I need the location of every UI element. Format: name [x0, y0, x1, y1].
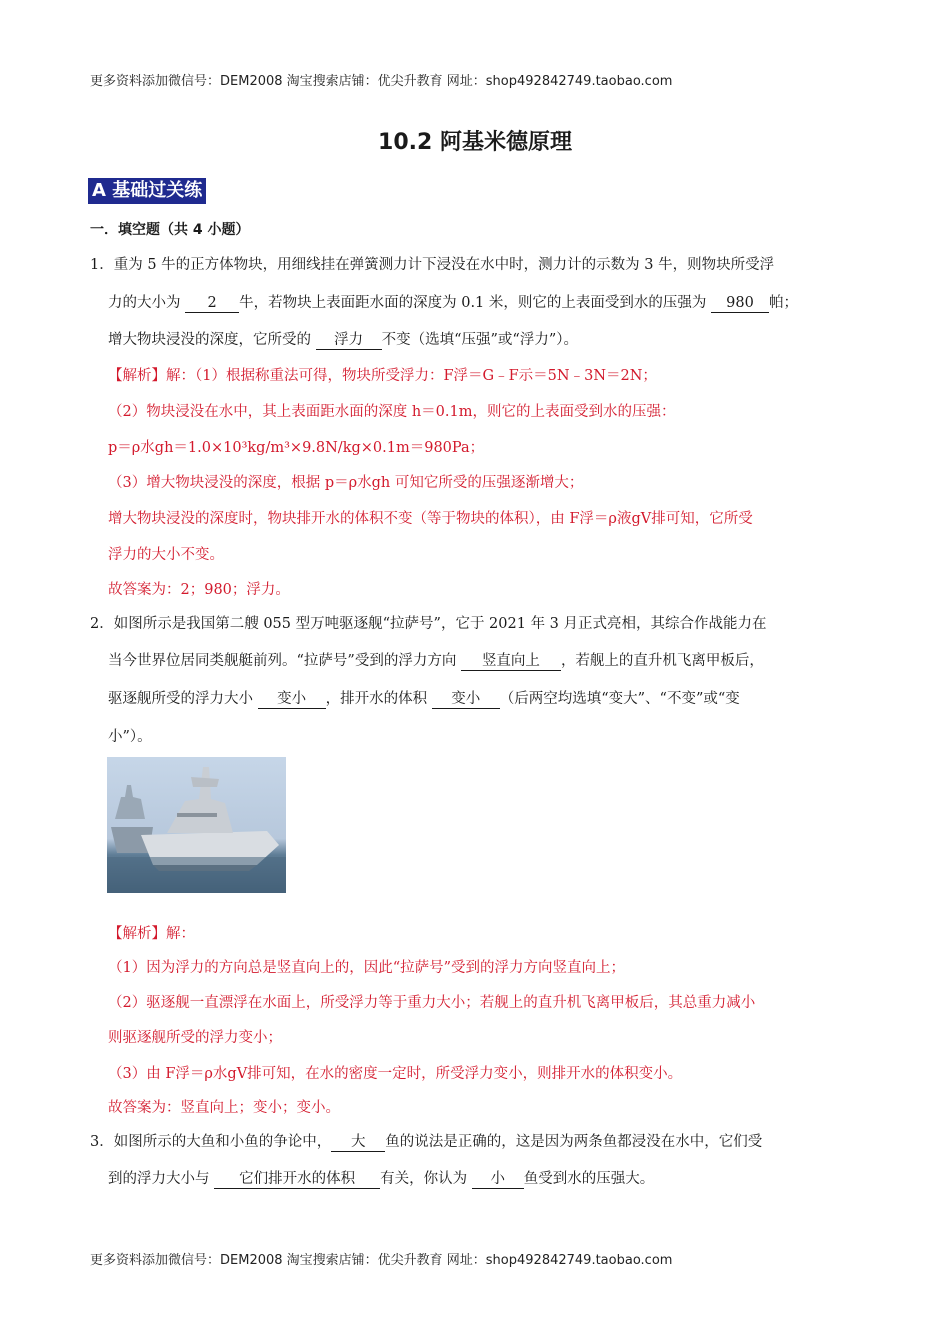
q2-answer-2: 变小: [258, 690, 326, 709]
section-badge: A 基础过关练: [88, 178, 206, 204]
q3-answer-1: 大: [331, 1133, 385, 1152]
q1-solution-4: （3）增大物块浸没的深度，根据 p＝ρ水gh 可知它所受的压强逐渐增大；: [108, 475, 584, 491]
q3-text: 鱼受到水的压强大。: [523, 1171, 655, 1187]
q2-text: ，若舰上的直升机飞离甲板后，: [560, 653, 764, 669]
q2-solution-6: 故答案为：竖直向上；变小；变小。: [108, 1100, 340, 1116]
q1-line1: 1．重为 5 牛的正方体物块，用细线挂在弹簧测力计下浸没在水中时，测力计的示数为 3 牛，则物块所受浮: [90, 257, 775, 273]
q1-solution-7: 故答案为：2；980；浮力。: [108, 582, 290, 598]
page-title: 10.2 阿基米德原理: [378, 130, 572, 155]
q2-text: （后两空均选填“变大”、“不变”或“变: [499, 691, 740, 707]
q2-text: ，排开水的体积: [325, 691, 432, 707]
q2-line2: [108, 651, 764, 671]
q3-text: 有关，你认为: [380, 1171, 472, 1187]
q3-line2: [108, 1169, 654, 1189]
q1-solution-3: p＝ρ水gh＝1.0×10³kg/m³×9.8N/kg×0.1m＝980Pa；: [108, 440, 485, 456]
q1-answer-3: 浮力: [316, 331, 382, 350]
q1-solution-6: 浮力的大小不变。: [108, 547, 224, 563]
q1-line2: [108, 293, 798, 313]
destroyer-photo: [107, 757, 286, 893]
q3-text: 鱼的说法是正确的，这是因为两条鱼都浸没在水中，它们受: [385, 1134, 763, 1150]
q1-answer-1: 2: [185, 294, 239, 313]
destroyer-illustration: [107, 757, 286, 893]
q2-line4: 小”）。: [108, 729, 152, 745]
q1-answer-2: 980: [711, 294, 769, 313]
section-heading: 一．填空题（共 4 小题）: [90, 222, 250, 238]
q3-answer-2: 它们排开水的体积: [214, 1170, 380, 1189]
q2-solution-5: （3）由 F浮＝ρ水gV排可知，在水的密度一定时，所受浮力变小，则排开水的体积变小。: [108, 1066, 683, 1082]
q2-solution-3: （2）驱逐舰一直漂浮在水面上，所受浮力等于重力大小；若舰上的直升机飞离甲板后，其总重力减小: [108, 995, 756, 1011]
q1-text: 力的大小为: [108, 295, 186, 311]
page-header: 更多资料添加微信号：DEM2008 淘宝搜索店铺：优尖升教育 网址：shop492842749.taobao.com: [90, 74, 673, 89]
q2-answer-3: 变小: [432, 690, 500, 709]
page-footer: 更多资料添加微信号：DEM2008 淘宝搜索店铺：优尖升教育 网址：shop492842749.taobao.com: [90, 1253, 673, 1268]
q2-solution-4: 则驱逐舰所受的浮力变小；: [108, 1030, 282, 1046]
q1-text: 增大物块浸没的深度，它所受的: [108, 332, 316, 348]
q2-answer-1: 竖直向上: [461, 652, 561, 671]
q1-text: 帕；: [769, 295, 798, 311]
q2-solution-2: （1）因为浮力的方向总是竖直向上的，因此“拉萨号”受到的浮力方向竖直向上；: [108, 960, 626, 976]
q1-line3: [108, 330, 578, 350]
q1-solution-5: 增大物块浸没的深度时，物块排开水的体积不变（等于物块的体积），由 F浮＝ρ液gV排可知，它所受: [108, 511, 753, 527]
q1-solution-2: （2）物块浸没在水中，其上表面距水面的深度 h＝0.1m，则它的上表面受到水的压强：: [108, 404, 676, 420]
q3-line1: [90, 1132, 762, 1152]
q1-text: 牛，若物块上表面距水面的深度为 0.1 米，则它的上表面受到水的压强为: [239, 295, 711, 311]
q1-solution-1: 【解析】解：（1）根据称重法可得，物块所受浮力：F浮＝G﹣F示＝5N﹣3N＝2N；: [108, 368, 657, 384]
q2-text: 当今世界位居同类舰艇前列。“拉萨号”受到的浮力方向: [108, 653, 461, 669]
q3-text: 到的浮力大小与: [108, 1171, 215, 1187]
q3-text: 3．如图所示的大鱼和小鱼的争论中，: [90, 1134, 332, 1150]
q2-line3: [108, 689, 740, 709]
q1-text: 不变（选填“压强”或“浮力”）。: [381, 332, 579, 348]
q2-solution-1: 【解析】解：: [108, 926, 195, 942]
q2-text: 驱逐舰所受的浮力大小: [108, 691, 258, 707]
q3-answer-3: 小: [472, 1170, 524, 1189]
q2-line1: 2．如图所示是我国第二艘 055 型万吨驱逐舰“拉萨号”，它于 2021 年 3 月正式亮相，其综合作战能力在: [90, 616, 767, 632]
